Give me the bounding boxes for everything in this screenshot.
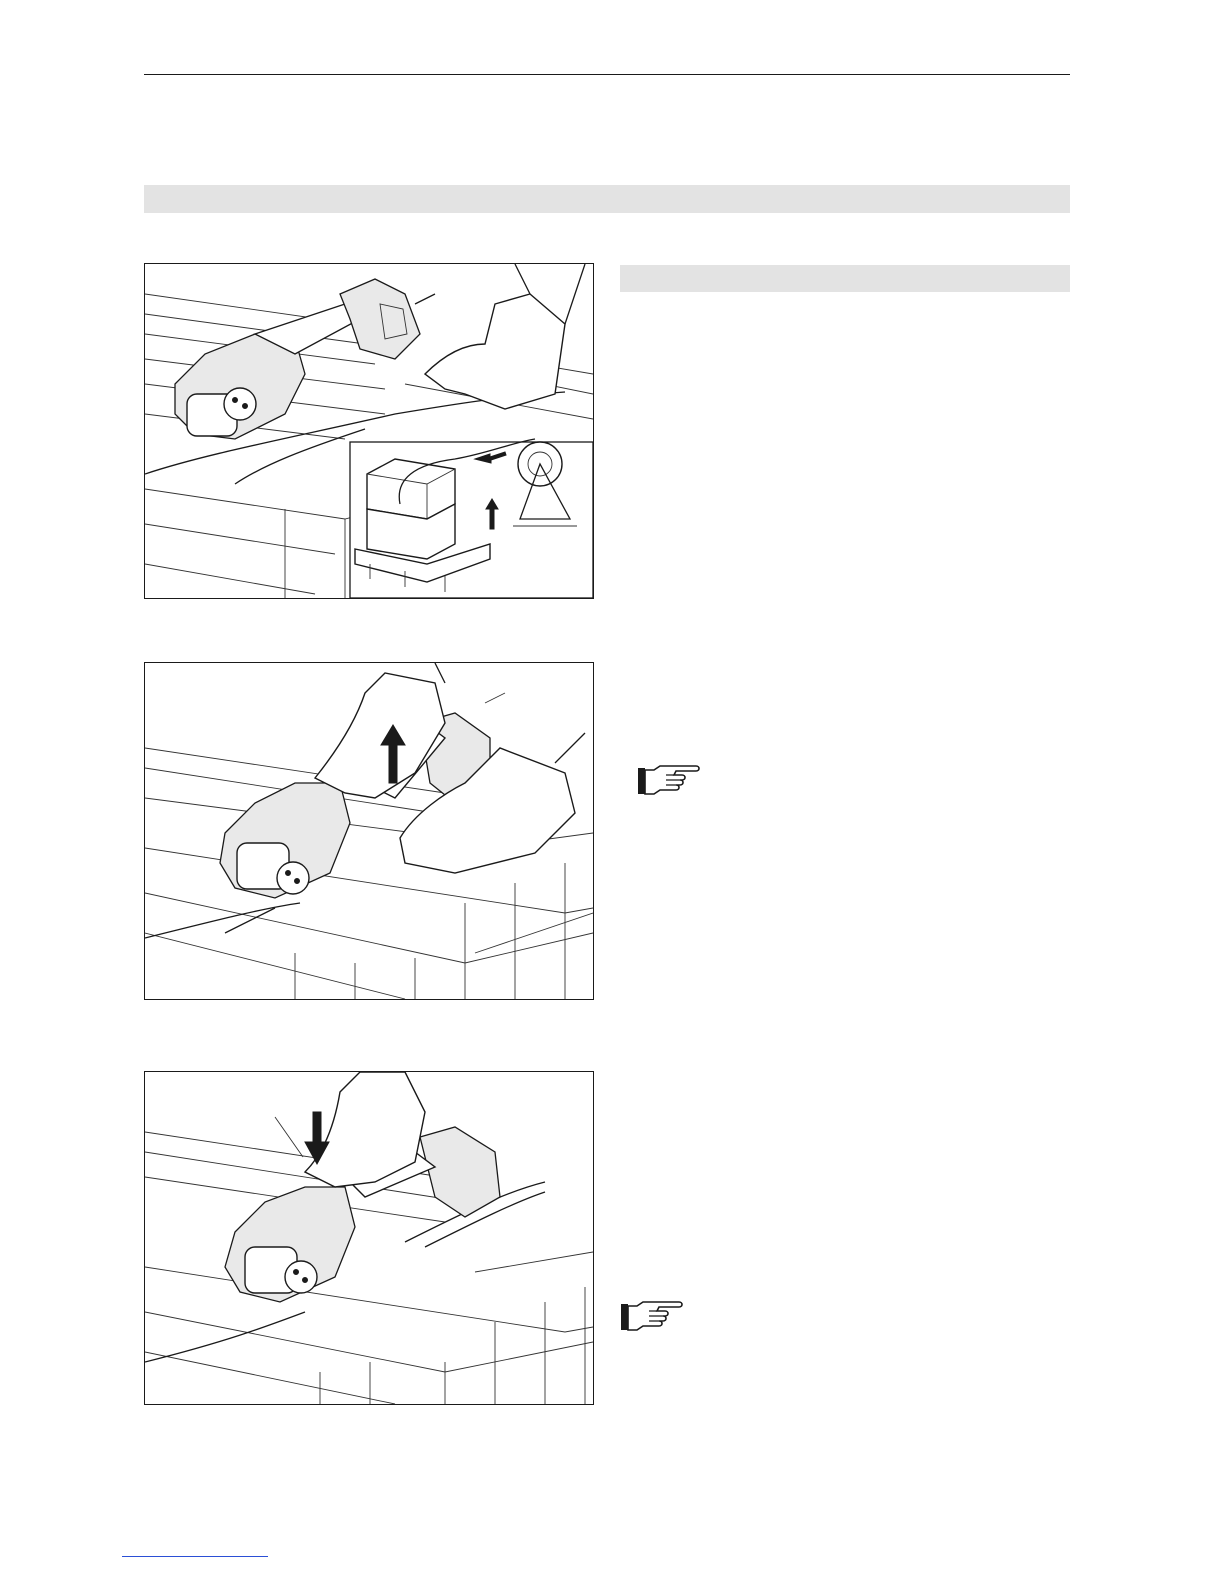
pointing-hand-icon	[619, 1298, 687, 1334]
pointing-hand-icon	[636, 762, 704, 798]
header-rule	[144, 74, 1070, 75]
figure-strap-insertion	[144, 263, 594, 599]
figure-button-press	[144, 1071, 594, 1405]
figure-lever-raise	[144, 662, 594, 1000]
subsection-heading-bar	[620, 265, 1070, 292]
footnote-rule	[122, 1556, 268, 1557]
section-heading-bar	[144, 185, 1070, 213]
